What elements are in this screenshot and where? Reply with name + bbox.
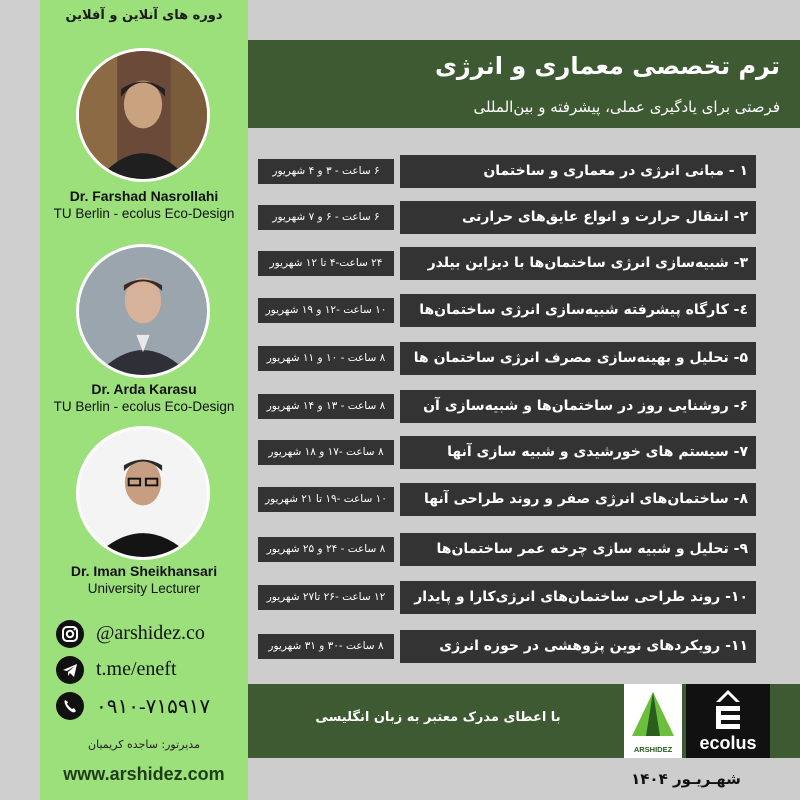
tour-manager: مدیرتور: ساجده کریمیان [88, 738, 200, 751]
course-row [258, 581, 756, 614]
speaker-photo [76, 244, 210, 378]
course-row [258, 155, 756, 188]
course-title: ۶- روشنایی روز در ساختمان‌ها و شبیه‌سازی آن [400, 390, 756, 423]
course-time: ۲۴ ساعت-۴ تا ۱۲ شهریور [258, 251, 394, 276]
course-row [258, 294, 756, 327]
course-time: ۸ ساعت - ۱۰ و ۱۱ شهریور [258, 346, 394, 371]
course-title: ۹- تحلیل و شبیه سازی چرخه عمر ساختمان‌ها [400, 533, 756, 566]
person-icon [79, 429, 207, 557]
person-icon [79, 247, 207, 375]
arshidez-logo-text: ARSHIDEZ [633, 745, 673, 754]
telegram-icon [56, 656, 84, 684]
ecolus-logo [686, 684, 770, 758]
certificate-text: با اعطای مدرک معتبر به زبان انگلیسی [315, 710, 561, 725]
course-title: ۲- انتقال حرارت و انواع عایق‌های حرارتی [400, 201, 756, 234]
page-title: ترم تخصصی معماری و انرژی [434, 52, 780, 80]
instagram-handle[interactable]: @arshidez.co [96, 622, 205, 644]
course-time: ۱۲ ساعت -۲۶ تا۲۷ شهریور [258, 585, 394, 610]
speaker-affiliation: TU Berlin - ecolus Eco-Design [53, 399, 235, 414]
course-time: ۶ ساعت - ۳ و ۴ شهریور [258, 159, 394, 184]
course-title: ۷- سیستم های خورشیدی و شبیه سازی آنها [400, 436, 756, 469]
website-link[interactable]: www.arshidez.com [63, 764, 225, 784]
speaker-affiliation: University Lecturer [87, 581, 201, 596]
course-title: ۱۰- روند طراحی ساختمان‌های انرژی‌کارا و پایدار [400, 581, 756, 614]
course-time: ۸ ساعت -۳۰ و ۳۱ شهریور [258, 634, 394, 659]
page-subtitle: فرصتی برای یادگیری عملی، پیشرفته و بین‌المللی [473, 98, 780, 116]
course-title: ۱ - مبانی انرژی در معماری و ساختمان [400, 155, 756, 188]
course-row [258, 247, 756, 280]
course-title: ۸- ساختمان‌های انرژی صفر و روند طراحی آنها [400, 483, 756, 516]
course-time: ۸ ساعت -۱۷ و ۱۸ شهریور [258, 440, 394, 465]
term-date: شهـریـور ۱۴۰۴ [631, 770, 741, 788]
speaker-affiliation: TU Berlin - ecolus Eco-Design [53, 206, 235, 221]
course-time: ۸ ساعت - ۲۴ و ۲۵ شهریور [258, 537, 394, 562]
sidebar-heading: دوره های آنلاین و آفلاین [65, 8, 223, 23]
course-title: ۵- تحلیل و بهینه‌سازی مصرف انرژی ساختمان ها [400, 342, 756, 375]
course-time: ۶ ساعت - ۶ و ۷ شهریور [258, 205, 394, 230]
speaker-name: Dr. Arda Karasu [91, 381, 197, 397]
speaker-photo [76, 48, 210, 182]
course-time: ۸ ساعت - ۱۳ و ۱۴ شهریور [258, 394, 394, 419]
arshidez-logo [624, 684, 682, 758]
course-row [258, 630, 756, 663]
phone-icon [56, 692, 84, 720]
course-row [258, 390, 756, 423]
course-title: ٤- کارگاه پیشرفته شبیه‌سازی انرژی ساختمان‌ها [400, 294, 756, 327]
speaker-photo [76, 426, 210, 560]
course-time: ۱۰ ساعت -۱۹ تا ۲۱ شهریور [258, 487, 394, 512]
course-time: ۱۰ ساعت -۱۲ و ۱۹ شهریور [258, 298, 394, 323]
speaker-name: Dr. Iman Sheikhansari [70, 563, 218, 579]
phone-number[interactable]: ۰۹۱۰-۷۱۵۹۱۷ [96, 696, 211, 718]
speaker-name: Dr. Farshad Nasrollahi [69, 188, 219, 204]
instagram-icon [56, 620, 84, 648]
ecolus-logo-text: ecolus [699, 733, 757, 753]
course-title: ۱۱- رویکردهای نوین پژوهشی در حوزه انرژی [400, 630, 756, 663]
course-row [258, 483, 756, 516]
course-row [258, 342, 756, 375]
course-row [258, 436, 756, 469]
telegram-link[interactable]: t.me/eneft [96, 658, 177, 680]
course-row [258, 533, 756, 566]
person-icon [79, 51, 207, 179]
course-row [258, 201, 756, 234]
course-title: ۳- شبیه‌سازی انرژی ساختمان‌ها با دیزاین بیلدر [400, 247, 756, 280]
